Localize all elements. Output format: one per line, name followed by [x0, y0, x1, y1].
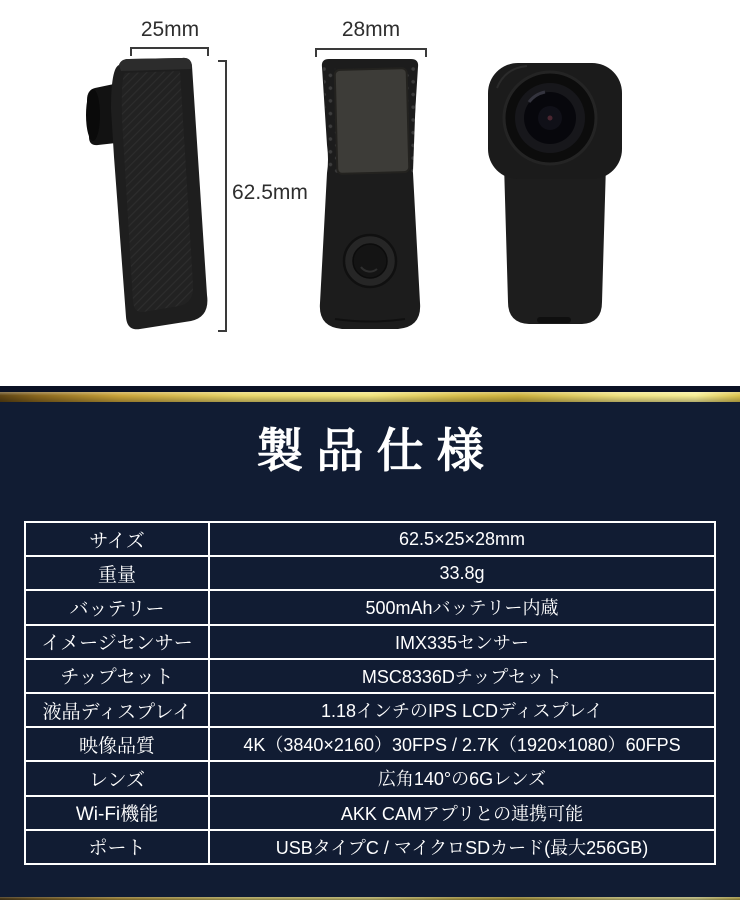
spec-label: イメージセンサー: [25, 625, 209, 659]
table-row: [25, 693, 715, 727]
spec-value: 62.5×25×28mm: [209, 522, 715, 556]
spec-value: MSC8336Dチップセット: [209, 659, 715, 693]
dimension-bracket-width-front: [315, 48, 427, 57]
dimension-height: 62.5mm: [232, 181, 308, 204]
table-row: [25, 556, 715, 590]
table-row: [25, 761, 715, 795]
table-row: [25, 522, 715, 556]
spec-value: 4K（3840×2160）30FPS / 2.7K（1920×1080）60FPS: [209, 727, 715, 761]
spec-label: Wi-Fi機能: [25, 796, 209, 830]
table-row: [25, 590, 715, 624]
spec-value: 33.8g: [209, 556, 715, 590]
dimension-width-side: 25mm: [140, 18, 200, 41]
table-row: [25, 830, 715, 864]
spec-section: [0, 386, 740, 900]
spec-label: レンズ: [25, 761, 209, 795]
camera-lens-photo: [487, 62, 623, 328]
dimension-width-front: 28mm: [341, 18, 401, 41]
spec-value: AKK CAMアプリとの連携可能: [209, 796, 715, 830]
spec-label: バッテリー: [25, 590, 209, 624]
spec-label: サイズ: [25, 522, 209, 556]
table-row: [25, 727, 715, 761]
table-row: [25, 625, 715, 659]
table-row: [25, 796, 715, 830]
gold-divider-top: [0, 392, 740, 402]
lcd-screen: [335, 68, 410, 174]
photo-section: [0, 0, 740, 386]
camera-front-photo: [305, 57, 435, 335]
spec-table: [24, 521, 716, 865]
spec-label: 映像品質: [25, 727, 209, 761]
camera-side-photo: [85, 57, 210, 333]
spec-title: 製品仕様: [256, 424, 497, 477]
spec-value: IMX335センサー: [209, 625, 715, 659]
spec-value: USBタイプC / マイクロSDカード(最大256GB): [209, 830, 715, 864]
table-row: [25, 659, 715, 693]
spec-label: 液晶ディスプレイ: [25, 693, 209, 727]
spec-label: 重量: [25, 556, 209, 590]
dimension-bracket-width-side: [130, 47, 209, 56]
spec-value: 500mAhバッテリー内蔵: [209, 590, 715, 624]
dimension-bracket-height: [218, 60, 227, 332]
spec-label: チップセット: [25, 659, 209, 693]
spec-label: ポート: [25, 830, 209, 864]
spec-value: 1.18インチのIPS LCDディスプレイ: [209, 693, 715, 727]
spec-value: 広角140°の6Gレンズ: [209, 761, 715, 795]
